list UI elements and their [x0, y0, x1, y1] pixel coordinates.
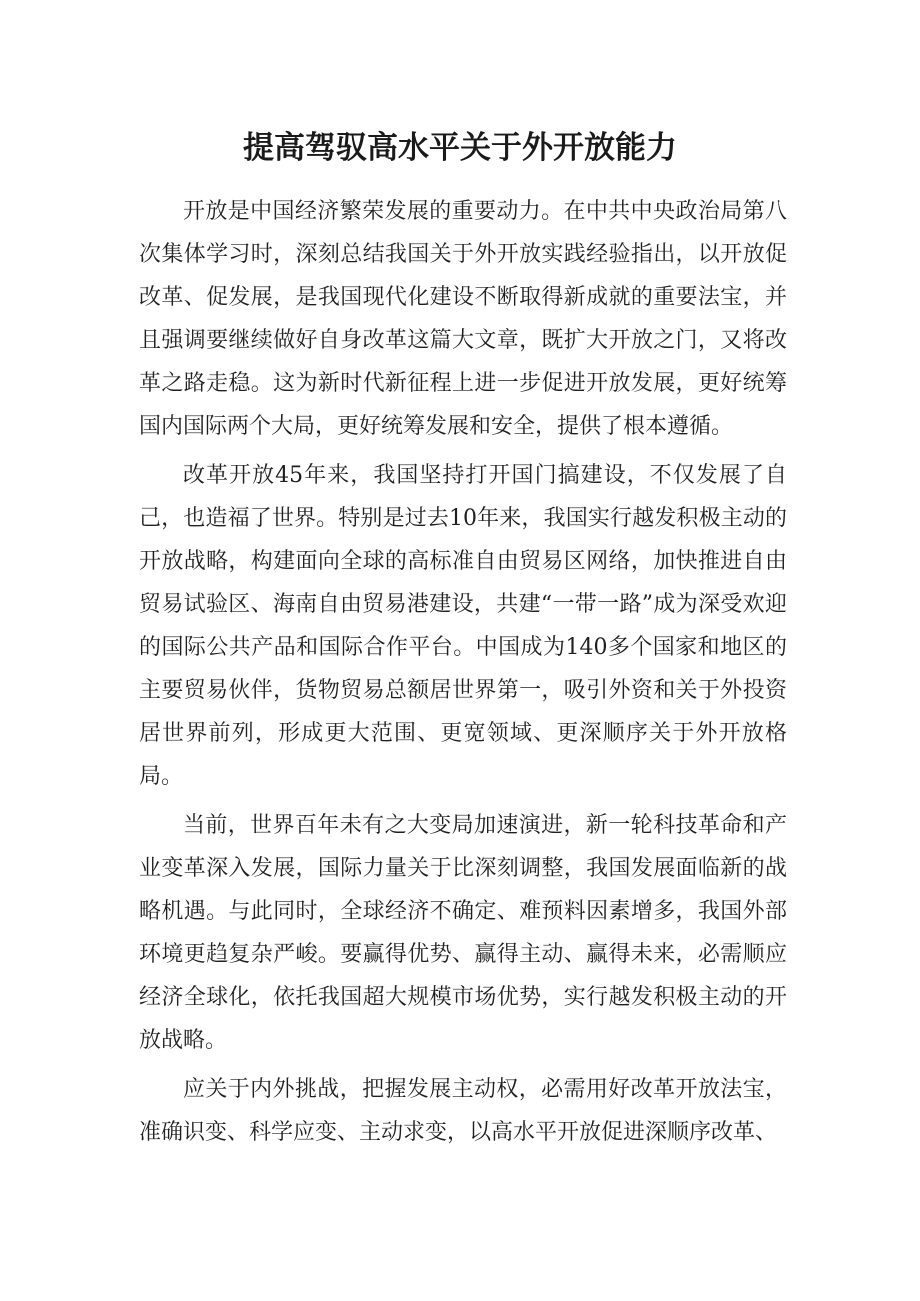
paragraph-4: 应关于内外挑战，把握发展主动权，必需用好改革开放法宝，准确识变、科学应变、主动求变，以高水平开放促进深顺序改革、: [139, 1077, 787, 1145]
paragraph-3: 当前，世界百年未有之大变局加速演进，新一轮科技革命和产业变革深入发展，国际力量关于比深刻调整，我国发展面临新的战略机遇。与此同时，全球经济不确定、难预料因素增多，我国外部环境更趋复杂严峻。要赢得优势、赢得主动、赢得未来，必需顺应经济全球化，依托我国超大规模市场优势，实行越发积极主动的开放战略。: [139, 813, 787, 1053]
document-title: 提高驾驭高水平关于外开放能力: [243, 130, 677, 166]
document-body: [139, 190, 787, 1160]
paragraph-2: 改革开放45年来，我国坚持打开国门搞建设，不仅发展了自己，也造福了世界。特别是过去10年来，我国实行越发积极主动的开放战略，构建面向全球的高标准自由贸易区网络，加快推进自由贸易试验区、海南自由贸易港建设，共建“一带一路”成为深受欢迎的国际公共产品和国际合作平台。中国成为140多个国家和地区的主要贸易伙伴，货物贸易总额居世界第一，吸引外资和关于外投资居世界前列，形成更大范围、更宽领域、更深顺序关于外开放格局。: [139, 463, 787, 789]
paragraph-1: 开放是中国经济繁荣发展的重要动力。在中共中央政治局第八次集体学习时，深刻总结我国关于外开放实践经验指出，以开放促改革、促发展，是我国现代化建设不断取得新成就的重要法宝，并且强调要继续做好自身改革这篇大文章，既扩大开放之门，又将改革之路走稳。这为新时代新征程上进一步促进开放发展，更好统筹国内国际两个大局，更好统筹发展和安全，提供了根本遵循。: [139, 199, 787, 439]
